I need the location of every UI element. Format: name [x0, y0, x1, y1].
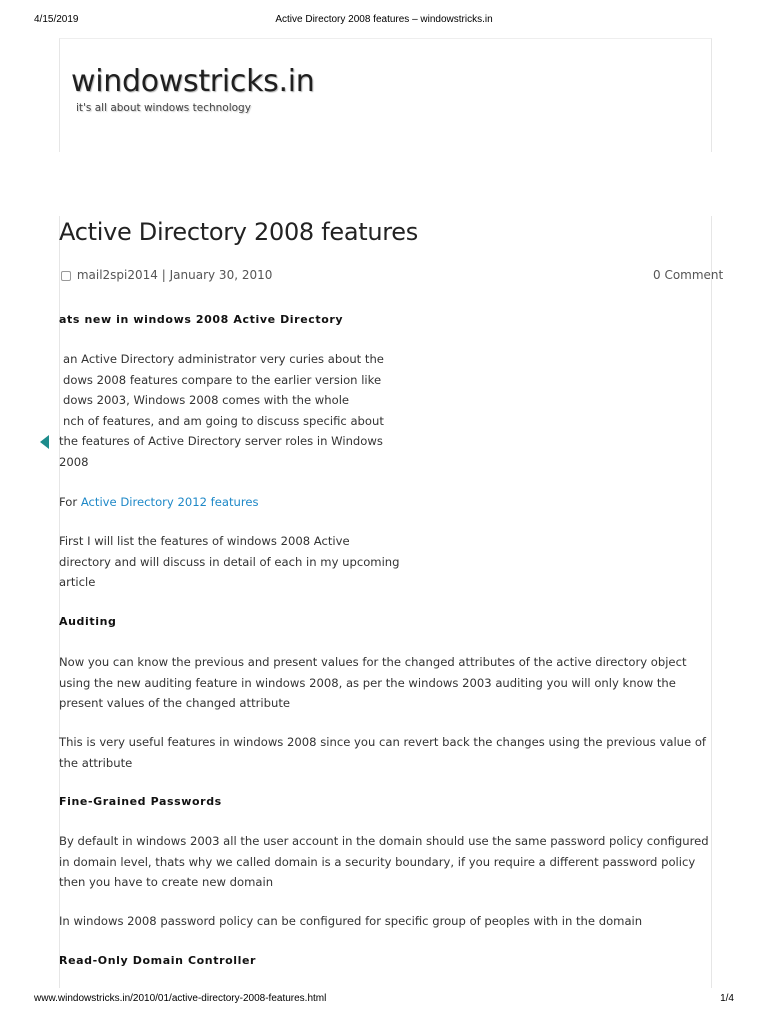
previous-arrow-icon[interactable] — [40, 435, 49, 449]
author-icon — [61, 271, 71, 281]
list-line: article — [59, 575, 96, 589]
ad-2012-link[interactable]: Active Directory 2012 features — [80, 495, 259, 509]
heading-fine-grained-passwords: Fine-Grained Passwords — [59, 795, 222, 808]
for-paragraph — [59, 492, 379, 513]
site-tagline: it's all about windows technology — [76, 102, 251, 114]
auditing-paragraph-2: This is very useful features in windows 2008 since you can revert back the changes using the previous value of the attribute — [59, 735, 707, 770]
print-header — [0, 14, 768, 30]
heading-whats-new: ats new in windows 2008 Active Directory — [59, 313, 344, 326]
comments-link[interactable]: 0 Comment — [653, 268, 724, 282]
print-footer — [0, 993, 768, 1009]
for-prefix: For — [59, 495, 78, 509]
post-title: Active Directory 2008 features — [59, 218, 418, 246]
fgp-paragraph-1: By default in windows 2003 all the user account in the domain should use the same password policy configured in domain level, thats why we called domain is a security boundary, if you require a different password policy then you have to create new domain — [59, 834, 709, 889]
fgp-paragraph-2: In windows 2008 password policy can be configured for specific group of peoples with in the domain — [59, 914, 643, 928]
heading-rodc: Read-Only Domain Controller — [59, 954, 257, 967]
heading-auditing: Auditing — [59, 615, 117, 628]
intro-line: dows 2003, Windows 2008 comes with the whole — [63, 393, 350, 407]
intro-line: the features of Active Directory server roles in Windows — [59, 434, 383, 448]
print-page-number: 1/4 — [720, 993, 734, 1004]
list-line: directory and will discuss in detail of each in my upcoming — [59, 554, 400, 569]
post-meta — [61, 268, 272, 282]
intro-line: 2008 — [59, 454, 89, 469]
post-date: January 30, 2010 — [169, 268, 273, 282]
print-date: 4/15/2019 — [34, 14, 79, 25]
print-url: www.windowstricks.in/2010/01/active-directory-2008-features.html — [34, 993, 327, 1004]
list-line: First I will list the features of windows 2008 Active — [59, 534, 350, 548]
print-title: Active Directory 2008 features – windowstricks.in — [275, 14, 493, 25]
meta-separator: | — [161, 268, 166, 282]
auditing-paragraph-1: Now you can know the previous and present values for the changed attributes of the active directory object using the new auditing feature in windows 2008, as per the windows 2003 auditing you will only know the present values of the changed attribute — [59, 655, 687, 710]
site-title[interactable]: windowstricks.in — [71, 64, 315, 99]
intro-line: nch of features, and am going to discuss specific about — [63, 413, 384, 428]
intro-paragraph — [59, 349, 384, 472]
post-author[interactable]: mail2spi2014 — [76, 268, 158, 282]
intro-line: dows 2008 features compare to the earlier version like — [63, 372, 382, 387]
list-intro-paragraph — [59, 531, 400, 593]
intro-line: an Active Directory administrator very curies about the — [63, 352, 384, 366]
